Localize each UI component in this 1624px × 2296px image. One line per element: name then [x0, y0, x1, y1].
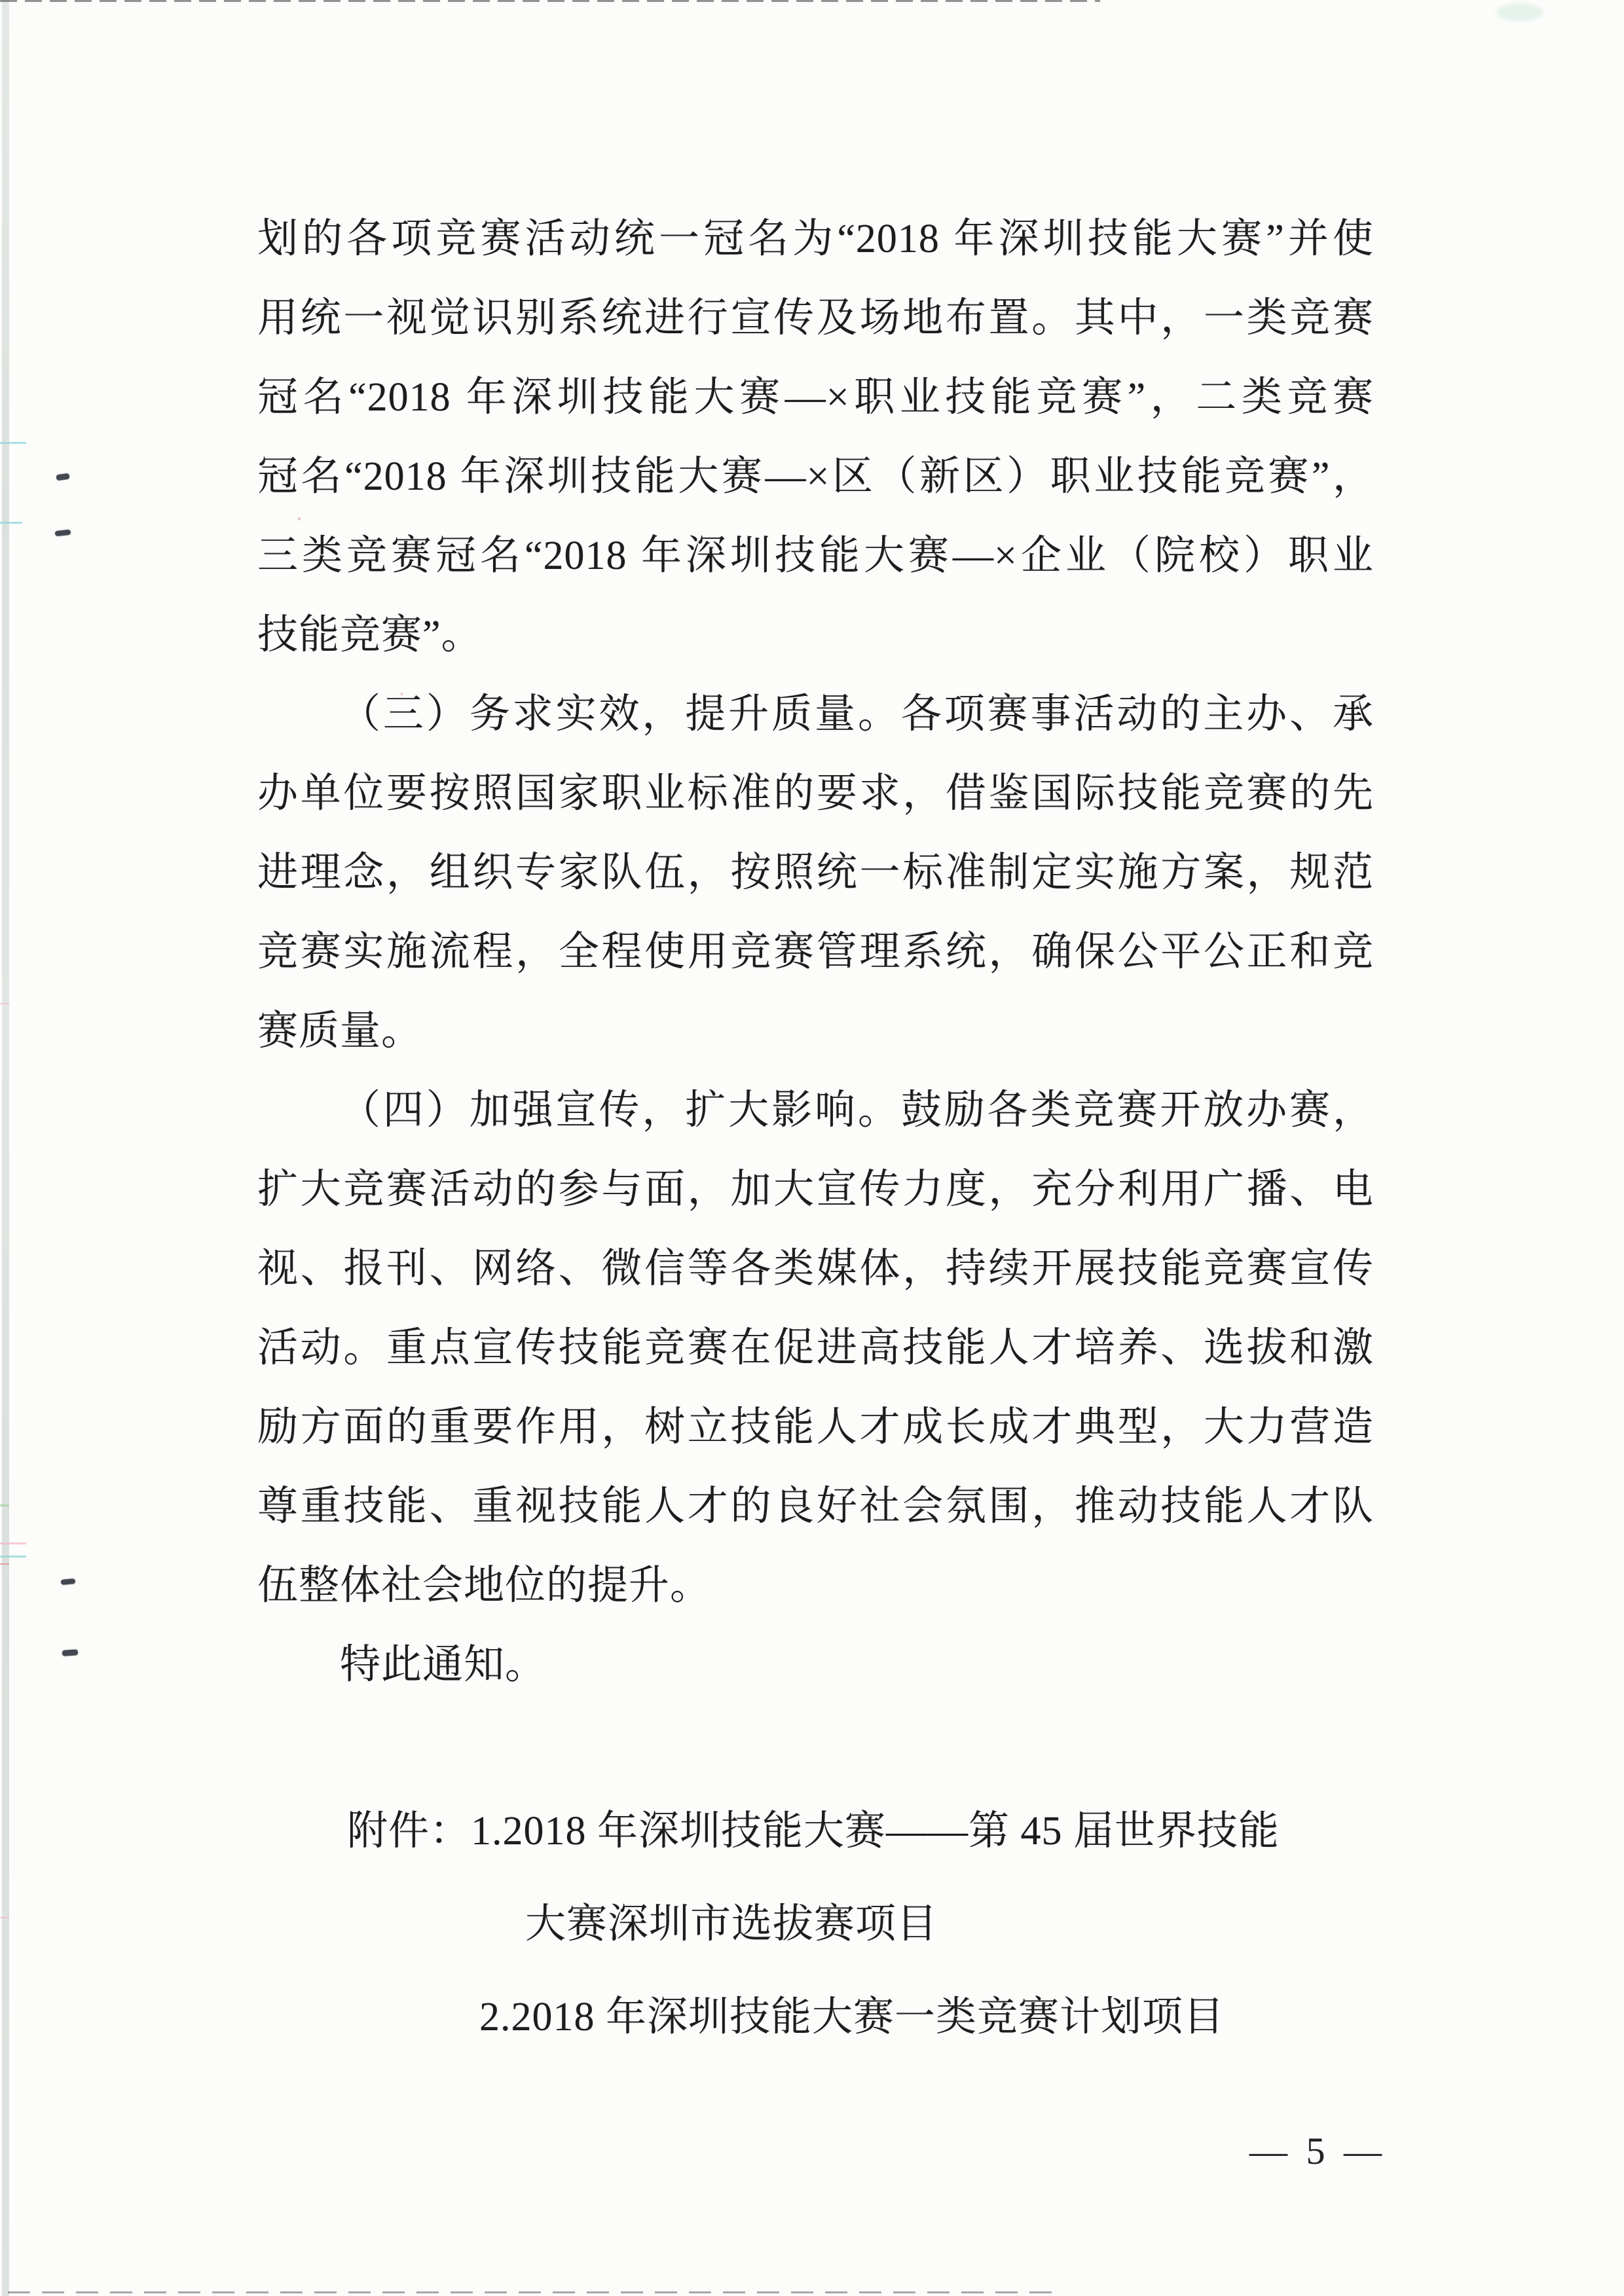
scan-mark	[55, 530, 71, 536]
body-line: 划的各项竞赛活动统一冠名为“2018 年深圳技能大赛”并使	[257, 217, 1374, 261]
body-line: 进理念，组织专家队伍，按照统一标准制定实施方案，规范	[257, 850, 1374, 895]
body-line-section-3: （三）务求实效，提升质量。各项赛事活动的主办、承	[340, 692, 1374, 737]
body-line: 技能竞赛”。	[257, 613, 483, 657]
body-line-closing: 特此通知。	[340, 1643, 547, 1687]
body-line: 竞赛实施流程，全程使用竞赛管理系统，确保公平公正和竞	[257, 930, 1374, 974]
scan-streak-pink	[0, 1542, 26, 1544]
scan-streak-cyan	[0, 522, 22, 524]
attachment-line-2: 2.2018 年深圳技能大赛一类竞赛计划项目	[479, 1995, 1225, 2039]
body-line: 冠名“2018 年深圳技能大赛—×区（新区）职业技能竞赛”，	[257, 454, 1374, 499]
page-number: — 5 —	[1249, 2130, 1386, 2172]
scan-edge-band	[2, 0, 9, 2296]
scan-streak-pink	[0, 1917, 9, 1918]
body-line: 冠名“2018 年深圳技能大赛—×职业技能竞赛”，二类竞赛	[257, 375, 1374, 420]
body-line: 活动。重点宣传技能竞赛在促进高技能人才培养、选拔和激	[257, 1326, 1374, 1370]
attachment-line-1: 附件：1.2018 年深圳技能大赛——第 45 届世界技能	[347, 1809, 1280, 1853]
body-line: 用统一视觉识别系统进行宣传及场地布置。其中，一类竞赛	[257, 296, 1374, 340]
scan-streak-green	[0, 1504, 9, 1506]
bottom-scan-line	[8, 2291, 1062, 2293]
attachment-line-1-continued: 大赛深圳市选拔赛项目	[525, 1902, 938, 1946]
body-line: 三类竞赛冠名“2018 年深圳技能大赛—×企业（院校）职业	[257, 534, 1374, 578]
scan-streak-pink	[0, 1003, 9, 1004]
body-line: 励方面的重要作用，树立技能人才成长成才典型，大力营造	[257, 1405, 1374, 1449]
scan-mark	[61, 1578, 76, 1585]
attachment-block	[257, 1785, 1410, 2064]
scan-streak-cyan	[0, 442, 26, 444]
scan-streak-red	[0, 1563, 9, 1565]
scan-mark	[56, 473, 69, 481]
body-line: 办单位要按照国家职业标准的要求，借鉴国际技能竞赛的先	[257, 771, 1374, 816]
scan-streak-cyan	[0, 1556, 26, 1558]
body-line-section-4: （四）加强宣传，扩大影响。鼓励各类竞赛开放办赛，	[340, 1088, 1374, 1133]
scan-smudge	[1496, 3, 1543, 22]
document-body	[257, 200, 1374, 1705]
scan-mark	[62, 1649, 79, 1656]
body-line: 尊重技能、重视技能人才的良好社会氛围，推动技能人才队	[257, 1484, 1374, 1529]
top-scan-line	[0, 0, 1100, 2]
body-line: 视、报刊、网络、微信等各类媒体，持续开展技能竞赛宣传	[257, 1247, 1374, 1291]
body-line: 扩大竞赛活动的参与面，加大宣传力度，充分利用广播、电	[257, 1167, 1374, 1212]
body-line: 伍整体社会地位的提升。	[257, 1563, 712, 1608]
body-line: 赛质量。	[257, 1009, 423, 1053]
